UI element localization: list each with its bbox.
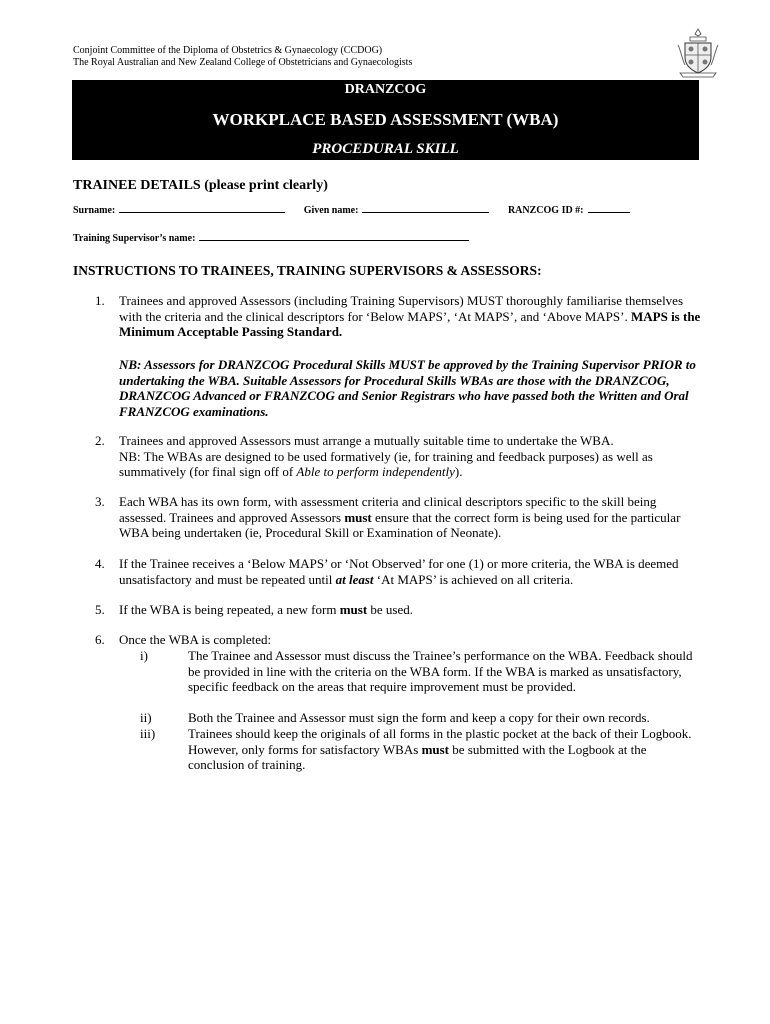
maps-definition: MAPS is the Minimum Acceptable Passing Standard. [119, 308, 701, 340]
supervisor-label: Training Supervisor’s name: [73, 233, 196, 244]
emphasis-must: must [421, 741, 450, 757]
instruction-item-6 [73, 632, 703, 648]
instruction-item-1 [73, 293, 703, 340]
subitem-number: ii) [140, 710, 152, 725]
item-text: Each WBA has its own form, with assessment criteria and clinical descriptors specific to the skill being assessed. Trainees and approved Assessors [119, 494, 657, 525]
surname-label: Surname: [73, 205, 116, 216]
subitem-text: Trainees should keep the originals of all forms in the plastic pocket at the back of their Logbook. However, only forms for satisfactory WBAs [188, 726, 692, 757]
supervisor-field[interactable] [199, 231, 469, 241]
item-number: 4. [95, 556, 105, 571]
emphasis-at-least: at least [335, 571, 374, 587]
surname-field[interactable] [119, 203, 285, 213]
emphasis-must: must [344, 509, 372, 525]
subitem-sign-form: Both the Trainee and Assessor must sign the form and keep a copy for their own records. [188, 710, 650, 725]
trainee-name-row [73, 203, 634, 216]
italic-phrase: Able to perform independently [296, 464, 455, 480]
item-text: If the WBA is being repeated, a new form [119, 602, 340, 617]
item-text: Trainees and approved Assessors must arrange a mutually suitable time to undertake the WBA. [119, 433, 614, 448]
item-text-end: ensure that the correct form is being used for the particular WBA being undertaken (ie, Procedural Skill or Examination of Neonate). [119, 509, 681, 541]
item-text-end: ‘At MAPS’ is achieved on all criteria. [373, 571, 574, 587]
item-text: If the Trainee receives a ‘Below MAPS’ or ‘Not Observed’ for one (1) or more criteria, the WBA is deemed unsatisfactory and must be repeated until [119, 556, 679, 587]
org-line-1: Conjoint Committee of the Diploma of Obstetrics & Gynaecology (CCDOG) [73, 45, 383, 56]
college-crest-icon [676, 27, 720, 79]
subitem-number: i) [140, 648, 148, 663]
instruction-item-3 [73, 494, 703, 541]
given-name-field[interactable] [362, 203, 489, 213]
supervisor-row [73, 231, 473, 244]
subitem-text-end: be submitted with the Logbook at the conclusion of training. [188, 741, 647, 773]
ranzcog-id-label: RANZCOG ID #: [507, 205, 584, 216]
org-line-2: The Royal Australian and New Zealand College of Obstetricians and Gynaecologists [73, 57, 413, 68]
form-subtitle: PROCEDURAL SKILL [312, 141, 459, 157]
title-banner [72, 80, 699, 160]
subitem-feedback: The Trainee and Assessor must discuss the Trainee’s performance on the WBA. Feedback should be provided in line with the criteria on the WBA form. If the WBA is marked as unsatisfactory, specific feedback on the areas that require improvement must be provided. [188, 648, 693, 695]
ranzcog-id-field[interactable] [588, 203, 630, 213]
item-number: 3. [95, 494, 105, 509]
subitem-number: iii) [140, 726, 156, 741]
emphasis-must: must [339, 602, 368, 617]
item-text-nb: NB: The WBAs are designed to be used formatively (ie, for training and feedback purposes) as well as summatively (for final sign off of [119, 448, 653, 480]
instruction-item-4 [73, 556, 703, 587]
item-number: 2. [95, 433, 105, 448]
item-text: Trainees and approved Assessors (including Training Supervisors) MUST thoroughly familiarise themselves with the criteria and the clinical descriptors for ‘Below MAPS’, ‘At MAPS’, and ‘Above MAPS’. [119, 293, 684, 324]
item-number: 6. [95, 632, 105, 647]
subitem-logbook [188, 726, 704, 773]
item-number: 1. [95, 293, 105, 308]
trainee-details-heading: TRAINEE DETAILS (please print clearly) [73, 178, 328, 193]
instruction-item-2 [73, 433, 703, 480]
assessor-approval-note: NB: Assessors for DRANZCOG Procedural Skills MUST be approved by the Training Supervisor PRIOR to undertaking the WBA. Suitable Assessors for Procedural Skills WBAs are those with the DRANZCOG, DRANZCOG Advanced or FRANZCOG and Senior Registrars who have passed both the Written and Oral FRANZCOG examinations. [119, 357, 696, 419]
organization-header [73, 45, 412, 69]
item-text-end: ). [454, 464, 463, 480]
form-title: WORKPLACE BASED ASSESSMENT (WBA) [212, 110, 559, 129]
item-number: 5. [95, 602, 105, 617]
program-name: DRANZCOG [344, 82, 427, 97]
given-name-label: Given name: [303, 205, 359, 216]
item-text-end: be used. [367, 602, 414, 617]
instruction-item-5 [73, 602, 703, 618]
instructions-heading: INSTRUCTIONS TO TRAINEES, TRAINING SUPERVISORS & ASSESSORS: [73, 263, 542, 278]
item-text: Once the WBA is completed: [119, 632, 272, 647]
